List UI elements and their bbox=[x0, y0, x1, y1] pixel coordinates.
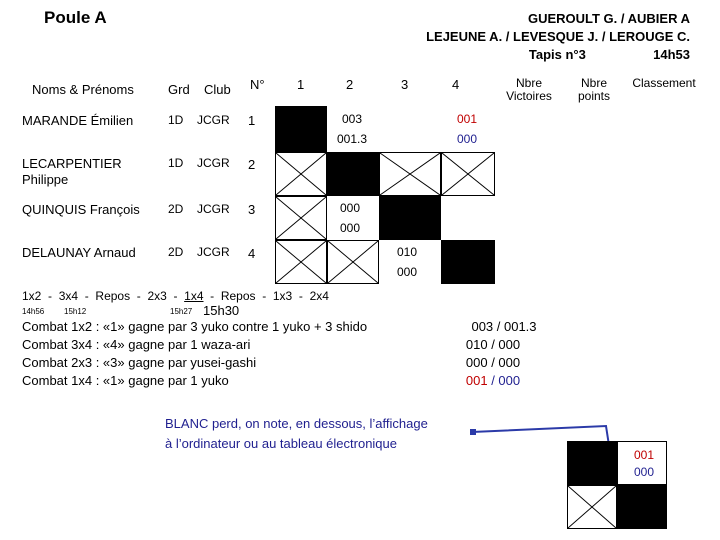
cross-cell-2-3 bbox=[379, 152, 441, 196]
order-sep-7: - bbox=[298, 289, 303, 303]
time-2: 15h12 bbox=[64, 307, 87, 316]
order-8: 2x4 bbox=[309, 289, 329, 303]
tapis-time: 14h53 bbox=[653, 47, 690, 62]
header-names: Noms & Prénoms bbox=[32, 82, 134, 97]
cross-cell-4-2 bbox=[327, 240, 379, 284]
combat-4: Combat 1x4 : «1» gagne par 1 yuko bbox=[22, 373, 229, 388]
header-grade: Grd bbox=[168, 82, 190, 97]
player-4-name: DELAUNAY Arnaud bbox=[22, 245, 136, 260]
player-2-name: LECARPENTIER Philippe bbox=[22, 156, 122, 187]
score-1-4-bottom: 000 bbox=[456, 132, 478, 146]
player-4-number: 4 bbox=[248, 246, 256, 261]
combat-1-score: 003 / 001.3 bbox=[471, 319, 537, 334]
order-6: Repos bbox=[220, 289, 256, 303]
order-sep-1: - bbox=[48, 289, 53, 303]
pool-title: Poule A bbox=[44, 8, 107, 27]
score-3-2-bottom: 000 bbox=[339, 221, 361, 235]
order-sep-4: - bbox=[173, 289, 178, 303]
example-score-bottom: 000 bbox=[633, 465, 655, 479]
header-points: Nbre points bbox=[577, 76, 611, 103]
header-ranking: Classement bbox=[632, 76, 696, 90]
order-1: 1x2 bbox=[22, 289, 42, 303]
header-victories: Nbre Victoires bbox=[506, 76, 552, 103]
combat-4-score bbox=[433, 372, 553, 390]
header-number: N° bbox=[250, 77, 265, 92]
cross-cell-4-1 bbox=[275, 240, 327, 284]
order-sep-3: - bbox=[136, 289, 141, 303]
combat-2: Combat 3x4 : «4» gagne par 1 waza-ari bbox=[22, 337, 251, 352]
score-1-2-bottom: 001.3 bbox=[336, 132, 368, 146]
example-cross-cell bbox=[567, 485, 617, 529]
score-1-4-top: 001 bbox=[456, 112, 478, 126]
order-4: 2x3 bbox=[147, 289, 167, 303]
referees-line-2: LEJEUNE A. / LEVESQUE J. / LEROUGE C. bbox=[426, 29, 690, 44]
order-sep-5: - bbox=[210, 289, 215, 303]
order-7: 1x3 bbox=[272, 289, 293, 303]
order-sep-6: - bbox=[262, 289, 267, 303]
diag-cell-4 bbox=[441, 240, 495, 284]
player-4-club: JCGR bbox=[197, 245, 230, 259]
order-2: 3x4 bbox=[58, 289, 79, 303]
player-1-name: MARANDE Émilien bbox=[22, 113, 134, 128]
player-2-club: JCGR bbox=[197, 156, 230, 170]
example-score bbox=[617, 447, 671, 481]
order-sep-2: - bbox=[84, 289, 89, 303]
header-col-2: 2 bbox=[346, 77, 354, 92]
player-4-grade: 2D bbox=[168, 245, 184, 259]
time-4: 15h30 bbox=[203, 303, 240, 318]
order-3: Repos bbox=[95, 289, 131, 303]
cross-cell-2-4 bbox=[441, 152, 495, 196]
time-3: 15h27 bbox=[170, 307, 193, 316]
combat-1: Combat 1x2 : «1» gagne par 3 yuko contre 1 yuko + 3 shido bbox=[22, 319, 368, 334]
example-score-top: 001 bbox=[633, 448, 655, 462]
referees-block bbox=[426, 10, 690, 64]
diag-cell-3 bbox=[379, 196, 441, 240]
cross-cell-2-1 bbox=[275, 152, 327, 196]
score-4-3-top: 010 bbox=[396, 245, 418, 259]
combat-3-score: 000 / 000 bbox=[465, 355, 521, 370]
player-1-number: 1 bbox=[248, 113, 256, 128]
combat-4-score-blue: / 000 bbox=[487, 373, 521, 388]
header-col-3: 3 bbox=[401, 77, 409, 92]
example-black-cell-2 bbox=[617, 485, 667, 529]
combat-4-score-red: 001 bbox=[465, 373, 488, 388]
note-block bbox=[165, 414, 428, 454]
combat-2-score: 010 / 000 bbox=[465, 337, 521, 352]
player-1-grade: 1D bbox=[168, 113, 184, 127]
player-3-club: JCGR bbox=[197, 202, 230, 216]
score-1-2-top: 003 bbox=[341, 112, 363, 126]
score-3-2-top: 000 bbox=[339, 201, 361, 215]
player-3-grade: 2D bbox=[168, 202, 184, 216]
note-line-2: à l’ordinateur ou au tableau électronique bbox=[165, 436, 398, 451]
tapis-line bbox=[426, 46, 690, 64]
order-5: 1x4 bbox=[184, 289, 204, 303]
player-2-number: 2 bbox=[248, 157, 256, 172]
tapis-label: Tapis n°3 bbox=[528, 47, 586, 62]
player-3-number: 3 bbox=[248, 202, 256, 217]
fight-order bbox=[22, 289, 329, 303]
player-1-club: JCGR bbox=[197, 113, 230, 127]
diag-cell-1 bbox=[275, 106, 327, 152]
player-3-name: QUINQUIS François bbox=[22, 202, 140, 217]
player-2-grade: 1D bbox=[168, 156, 184, 170]
example-black-cell bbox=[567, 441, 617, 485]
header-club: Club bbox=[204, 82, 231, 97]
header-col-1: 1 bbox=[297, 77, 305, 92]
header-col-4: 4 bbox=[452, 77, 460, 92]
referees-line-1: GUEROULT G. / AUBIER A bbox=[527, 11, 690, 26]
note-line-1: BLANC perd, on note, en dessous, l’affichage bbox=[165, 416, 428, 431]
time-1: 14h56 bbox=[22, 307, 45, 316]
diag-cell-2 bbox=[327, 152, 379, 196]
combat-3: Combat 2x3 : «3» gagne par yusei-gashi bbox=[22, 355, 257, 370]
score-4-3-bottom: 000 bbox=[396, 265, 418, 279]
